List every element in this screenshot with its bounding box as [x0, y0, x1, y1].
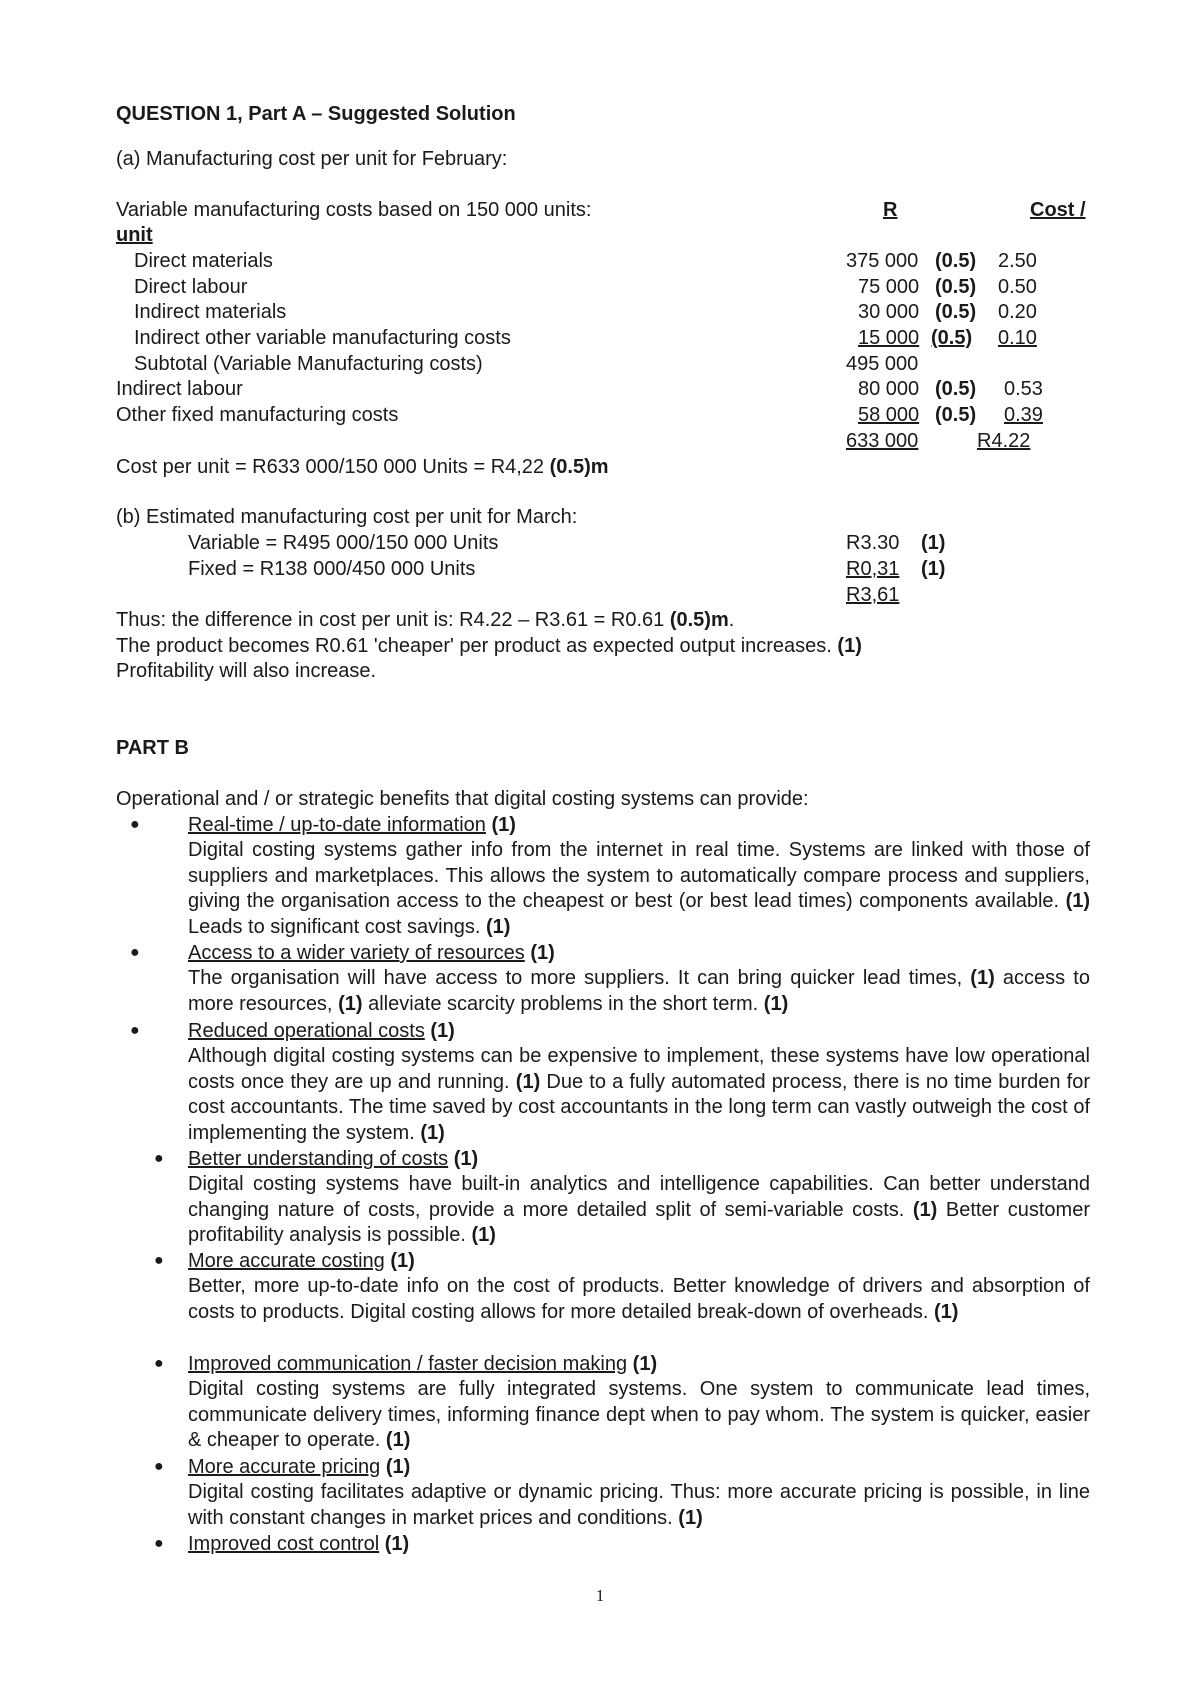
variable-mark: (1) [921, 532, 946, 554]
page-number: 1 [595, 1586, 605, 1605]
row-cost: 0.20 [998, 301, 1037, 323]
row-cost: 2.50 [998, 250, 1037, 272]
variable-calc: Variable = R495 000/150 000 Units [188, 532, 499, 554]
item-title: Better understanding of costs (1) [188, 1148, 479, 1170]
row-label: Subtotal (Variable Manufacturing costs) [134, 353, 483, 375]
row-mark: (0.5) [931, 327, 973, 349]
row-r: 495 000 [846, 353, 919, 375]
row-mark: (0.5) [935, 404, 977, 426]
row-label: Other fixed manufacturing costs [116, 404, 399, 426]
item-title: More accurate pricing (1) [188, 1456, 411, 1478]
row-label: Indirect other variable manufacturing costs [134, 327, 511, 349]
cheaper-line: The product becomes R0.61 'cheaper' per product as expected output increases. (1) [116, 635, 862, 657]
total-value: R3,61 [846, 584, 900, 606]
row-mark: (0.5) [935, 301, 977, 323]
item-text: Digital costing systems have built-in analytics and intelligence capabilities. Can better understand changing nature of costs, provide a more detailed split of semi-variable costs. (1) Better customer profitability analysis is possible. (1) [188, 1173, 1090, 1247]
col-r-header: R [883, 199, 898, 221]
col-cost-header-cont: unit [116, 224, 153, 246]
part-b-intro: Operational and / or strategic benefits that digital costing systems can provide: [116, 788, 809, 810]
variable-value: R3.30 [846, 532, 900, 554]
item-title: Real-time / up-to-date information (1) [188, 814, 516, 836]
fixed-value: R0,31 [846, 558, 900, 580]
bullet-icon: ● [154, 1252, 164, 1269]
item-title: Improved cost control (1) [188, 1533, 410, 1555]
cost-per-unit: Cost per unit = R633 000/150 000 Units = R4,22 (0.5)m [116, 456, 609, 478]
row-mark: (0.5) [935, 378, 977, 400]
bullet-icon: ● [154, 1355, 164, 1372]
bullet-icon: ● [154, 1150, 164, 1167]
row-label: Indirect labour [116, 378, 243, 400]
row-label: Indirect materials [134, 301, 287, 323]
item-title: More accurate costing (1) [188, 1250, 415, 1272]
bullet-icon: ● [130, 816, 140, 833]
table-header-label: Variable manufacturing costs based on 150 000 units: [116, 199, 592, 221]
part-b-heading: (b) Estimated manufacturing cost per unit for March: [116, 506, 578, 528]
item-text: Digital costing systems gather info from the internet in real time. Systems are linked with those of suppliers and marketplaces. This allows the system to automatically compare process and suppliers, giving the organisation access to the cheapest or best (or best lead times) components available. (1) Leads to significant cost savings. (1) [188, 839, 1091, 938]
page-title: QUESTION 1, Part A – Suggested Solution [116, 103, 516, 125]
part-a-heading: (a) Manufacturing cost per unit for February: [116, 148, 508, 170]
item-title: Reduced operational costs (1) [188, 1020, 455, 1042]
difference-line: Thus: the difference in cost per unit is: R4.22 – R3.61 = R0.61 (0.5)m. [116, 609, 735, 631]
row-mark: (0.5) [935, 276, 977, 298]
total-r: 633 000 [846, 430, 919, 452]
fixed-mark: (1) [921, 558, 946, 580]
row-mark: (0.5) [935, 250, 977, 272]
row-r: 80 000 [858, 378, 920, 400]
row-r: 30 000 [858, 301, 920, 323]
bullet-icon: ● [154, 1535, 164, 1552]
row-r: 58 000 [858, 404, 920, 426]
item-title: Improved communication / faster decision making (1) [188, 1353, 658, 1375]
profit-line: Profitability will also increase. [116, 660, 377, 682]
row-r: 375 000 [846, 250, 919, 272]
item-title: Access to a wider variety of resources (1) [188, 942, 555, 964]
total-cost: R4.22 [977, 430, 1031, 452]
item-text: Digital costing facilitates adaptive or dynamic pricing. Thus: more accurate pricing is possible, in line with constant changes in market prices and conditions. (1) [188, 1481, 1090, 1529]
row-cost: 0.10 [998, 327, 1037, 349]
item-text: Better, more up-to-date info on the cost of products. Better knowledge of drivers and absorption of costs to products. Digital costing allows for more detailed break-down of overheads. (1) [188, 1275, 1090, 1323]
row-r: 75 000 [858, 276, 920, 298]
row-label: Direct labour [134, 276, 248, 298]
part-b-title: PART B [116, 737, 189, 759]
item-text: The organisation will have access to more suppliers. It can bring quicker lead times, (1) access to more resources, (1) alleviate scarcity problems in the short term. (1) [188, 967, 1090, 1015]
bullet-icon: ● [130, 1022, 140, 1039]
item-text: Digital costing systems are fully integrated systems. One system to communicate lead times, communicate delivery times, informing finance dept when to pay whom. The system is quicker, easier & cheaper to operate. (1) [188, 1378, 1090, 1452]
row-cost: 0.50 [998, 276, 1037, 298]
row-label: Direct materials [134, 250, 273, 272]
row-cost: 0.39 [1004, 404, 1043, 426]
row-cost: 0.53 [1004, 378, 1043, 400]
item-text: Although digital costing systems can be expensive to implement, these systems have low operational costs once they are up and running. (1) Due to a fully automated process, there is no time burden for cost accountants. The time saved by cost accountants in the long term can vastly outweigh the cost of implementing the system. (1) [188, 1045, 1091, 1144]
col-cost-header: Cost / [1030, 199, 1086, 221]
row-r: 15 000 [858, 327, 920, 349]
bullet-icon: ● [154, 1458, 164, 1475]
fixed-calc: Fixed = R138 000/450 000 Units [188, 558, 476, 580]
bullet-icon: ● [130, 944, 140, 961]
